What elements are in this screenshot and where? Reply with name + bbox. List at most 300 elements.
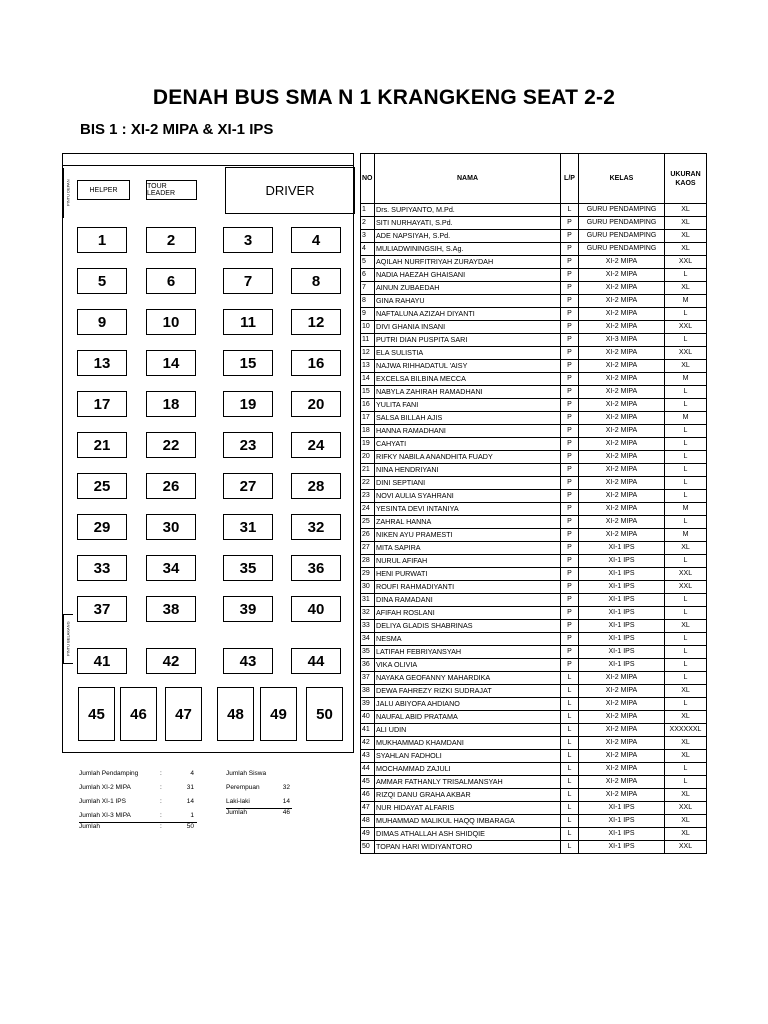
cell-ukuran: XL xyxy=(665,620,707,633)
cell-lp: L xyxy=(561,685,579,698)
cell-lp: P xyxy=(561,425,579,438)
seat-49: 49 xyxy=(260,687,297,741)
cell-nama: AQILAH NURFITRIYAH ZURAYDAH xyxy=(375,256,561,269)
cell-no: 6 xyxy=(361,269,375,282)
cell-ukuran: XL xyxy=(665,685,707,698)
table-row xyxy=(361,828,707,841)
cell-lp: P xyxy=(561,607,579,620)
cell-ukuran: L xyxy=(665,386,707,399)
cell-no: 28 xyxy=(361,555,375,568)
cell-ukuran: M xyxy=(665,503,707,516)
cell-no: 43 xyxy=(361,750,375,763)
cell-nama: ALI UDIN xyxy=(375,724,561,737)
table-row xyxy=(361,230,707,243)
tour-leader-seat: TOUR LEADER xyxy=(146,180,197,200)
cell-ukuran: M xyxy=(665,373,707,386)
table-row xyxy=(361,815,707,828)
seat-18: 18 xyxy=(146,391,196,417)
cell-no: 11 xyxy=(361,334,375,347)
cell-ukuran: M xyxy=(665,295,707,308)
seat-3: 3 xyxy=(223,227,273,253)
cell-no: 26 xyxy=(361,529,375,542)
summary-left-sep: : xyxy=(160,770,162,777)
cell-lp: P xyxy=(561,373,579,386)
cell-nama: CAHYATI xyxy=(375,438,561,451)
seat-46: 46 xyxy=(120,687,157,741)
cell-lp: P xyxy=(561,243,579,256)
cell-nama: EXCELSA BILBINA MECCA xyxy=(375,373,561,386)
table-row xyxy=(361,516,707,529)
cell-nama: NADIA HAEZAH GHAISANI xyxy=(375,269,561,282)
table-row xyxy=(361,243,707,256)
cell-kelas: XI-2 MIPA xyxy=(579,256,665,269)
cell-no: 18 xyxy=(361,425,375,438)
cell-no: 30 xyxy=(361,581,375,594)
cell-no: 40 xyxy=(361,711,375,724)
table-row xyxy=(361,685,707,698)
cell-nama: JALU ABIYOFA AHDIANO xyxy=(375,698,561,711)
seat-26: 26 xyxy=(146,473,196,499)
cell-nama: MUHAMMAD MALIKUL HAQQ IMBARAGA xyxy=(375,815,561,828)
cell-lp: P xyxy=(561,321,579,334)
seat-5: 5 xyxy=(77,268,127,294)
cell-no: 49 xyxy=(361,828,375,841)
cell-lp: L xyxy=(561,776,579,789)
seat-23: 23 xyxy=(223,432,273,458)
cell-nama: AMMAR FATHANLY TRISALMANSYAH xyxy=(375,776,561,789)
seat-43: 43 xyxy=(223,648,273,674)
summary-right-label: Perempuan xyxy=(226,784,260,791)
cell-ukuran: L xyxy=(665,451,707,464)
cell-ukuran: L xyxy=(665,477,707,490)
seat-27: 27 xyxy=(223,473,273,499)
cell-kelas: XI-2 MIPA xyxy=(579,425,665,438)
cell-lp: P xyxy=(561,464,579,477)
summary-left-value: 31 xyxy=(186,784,194,791)
cell-lp: P xyxy=(561,282,579,295)
summary-left-label: Jumlah XI-1 IPS xyxy=(79,798,126,805)
seat-38: 38 xyxy=(146,596,196,622)
cell-kelas: XI-2 MIPA xyxy=(579,347,665,360)
table-row xyxy=(361,594,707,607)
cell-lp: L xyxy=(561,841,579,854)
cell-nama: LATIFAH FEBRIYANSYAH xyxy=(375,646,561,659)
cell-no: 25 xyxy=(361,516,375,529)
cell-ukuran: L xyxy=(665,555,707,568)
summary-left-label: Jumlah XI-3 MIPA xyxy=(79,812,131,819)
cell-no: 41 xyxy=(361,724,375,737)
cell-ukuran: L xyxy=(665,490,707,503)
table-row xyxy=(361,620,707,633)
cell-ukuran: L xyxy=(665,607,707,620)
table-row xyxy=(361,321,707,334)
cell-ukuran: XL xyxy=(665,815,707,828)
cell-ukuran: L xyxy=(665,646,707,659)
seat-21: 21 xyxy=(77,432,127,458)
summary-left-label: Jumlah Pendamping xyxy=(79,770,139,777)
cell-nama: AFIFAH ROSLANI xyxy=(375,607,561,620)
cell-lp: L xyxy=(561,204,579,217)
cell-ukuran: M xyxy=(665,412,707,425)
seat-41: 41 xyxy=(77,648,127,674)
table-row xyxy=(361,763,707,776)
cell-kelas: XI-2 MIPA xyxy=(579,269,665,282)
cell-nama: RIFKY NABILA ANANDHITA FUADY xyxy=(375,451,561,464)
table-row xyxy=(361,607,707,620)
seat-37: 37 xyxy=(77,596,127,622)
cell-no: 36 xyxy=(361,659,375,672)
summary-right-label: Jumlah Siswa xyxy=(226,770,267,777)
seat-13: 13 xyxy=(77,350,127,376)
cell-ukuran: L xyxy=(665,464,707,477)
cell-nama: HENI PURWATI xyxy=(375,568,561,581)
cell-ukuran: L xyxy=(665,516,707,529)
seat-6: 6 xyxy=(146,268,196,294)
cell-lp: P xyxy=(561,230,579,243)
seat-12: 12 xyxy=(291,309,341,335)
table-row xyxy=(361,451,707,464)
cell-no: 48 xyxy=(361,815,375,828)
cell-ukuran: L xyxy=(665,763,707,776)
header-lp: L/P xyxy=(561,154,579,204)
table-row xyxy=(361,256,707,269)
table-row xyxy=(361,477,707,490)
cell-kelas: XI-2 MIPA xyxy=(579,724,665,737)
cell-nama: DIMAS ATHALLAH ASH SHIDQIE xyxy=(375,828,561,841)
table-row xyxy=(361,542,707,555)
table-row xyxy=(361,698,707,711)
cell-lp: P xyxy=(561,503,579,516)
table-row xyxy=(361,646,707,659)
cell-kelas: XI-2 MIPA xyxy=(579,516,665,529)
cell-lp: L xyxy=(561,672,579,685)
cell-nama: PUTRI DIAN PUSPITA SARI xyxy=(375,334,561,347)
summary-left-label: Jumlah XI-2 MIPA xyxy=(79,784,131,791)
seat-15: 15 xyxy=(223,350,273,376)
cell-kelas: XI-1 IPS xyxy=(579,620,665,633)
summary-right-value: 32 xyxy=(282,784,290,791)
cell-no: 21 xyxy=(361,464,375,477)
cell-kelas: XI-2 MIPA xyxy=(579,672,665,685)
passenger-table xyxy=(360,153,707,854)
cell-no: 14 xyxy=(361,373,375,386)
cell-lp: P xyxy=(561,633,579,646)
summary-left-sep: : xyxy=(160,784,162,791)
cell-nama: DEWA FAHREZY RIZKI SUDRAJAT xyxy=(375,685,561,698)
table-row xyxy=(361,724,707,737)
cell-kelas: XI-2 MIPA xyxy=(579,321,665,334)
cell-no: 33 xyxy=(361,620,375,633)
cell-ukuran: XL xyxy=(665,217,707,230)
seat-25: 25 xyxy=(77,473,127,499)
cell-lp: P xyxy=(561,516,579,529)
cell-kelas: XI-1 IPS xyxy=(579,659,665,672)
summary-left-total-line xyxy=(79,822,197,823)
cell-kelas: XI-2 MIPA xyxy=(579,711,665,724)
cell-kelas: GURU PENDAMPING xyxy=(579,204,665,217)
cell-lp: P xyxy=(561,555,579,568)
cell-lp: P xyxy=(561,477,579,490)
cell-nama: ADE NAPSIYAH, S.Pd. xyxy=(375,230,561,243)
seat-33: 33 xyxy=(77,555,127,581)
bus-seat-map xyxy=(62,153,354,753)
cell-lp: L xyxy=(561,828,579,841)
cell-nama: MULIADWININGSIH, S.Ag. xyxy=(375,243,561,256)
table-header-row xyxy=(361,154,707,204)
cell-lp: P xyxy=(561,490,579,503)
cell-ukuran: XXL xyxy=(665,321,707,334)
cell-no: 34 xyxy=(361,633,375,646)
back-door: PINTU BELAKANG xyxy=(63,614,73,664)
cell-nama: DINA RAMADANI xyxy=(375,594,561,607)
seat-1: 1 xyxy=(77,227,127,253)
seat-42: 42 xyxy=(146,648,196,674)
cell-kelas: XI-2 MIPA xyxy=(579,503,665,516)
summary-right-value: 46 xyxy=(282,809,290,816)
cell-nama: NAYAKA GEOFANNY MAHARDIKA xyxy=(375,672,561,685)
cell-lp: P xyxy=(561,347,579,360)
summary-left-sep: : xyxy=(160,823,162,830)
cell-kelas: XI-2 MIPA xyxy=(579,438,665,451)
table-row xyxy=(361,802,707,815)
summary-left-value: 14 xyxy=(186,798,194,805)
seat-31: 31 xyxy=(223,514,273,540)
cell-nama: ZAHRAL HANNA xyxy=(375,516,561,529)
summary-right-total-line xyxy=(226,808,292,809)
cell-nama: HANNA RAMADHANI xyxy=(375,425,561,438)
cell-lp: P xyxy=(561,581,579,594)
cell-lp: P xyxy=(561,334,579,347)
header-nama: NAMA xyxy=(375,154,561,204)
cell-kelas: XI-2 MIPA xyxy=(579,386,665,399)
table-row xyxy=(361,334,707,347)
summary-left-sep: : xyxy=(160,812,162,819)
cell-no: 24 xyxy=(361,503,375,516)
cell-kelas: XI-1 IPS xyxy=(579,607,665,620)
cell-kelas: GURU PENDAMPING xyxy=(579,230,665,243)
cell-ukuran: L xyxy=(665,698,707,711)
table-row xyxy=(361,568,707,581)
cell-kelas: XI-2 MIPA xyxy=(579,685,665,698)
cell-kelas: XI-3 MIPA xyxy=(579,334,665,347)
cell-nama: NOVI AULIA SYAHRANI xyxy=(375,490,561,503)
cell-kelas: XI-2 MIPA xyxy=(579,282,665,295)
cell-ukuran: XXL xyxy=(665,802,707,815)
cell-kelas: XI-1 IPS xyxy=(579,633,665,646)
cell-lp: P xyxy=(561,529,579,542)
cell-ukuran: L xyxy=(665,672,707,685)
cell-kelas: XI-2 MIPA xyxy=(579,477,665,490)
cell-nama: YESINTA DEVI INTANIYA xyxy=(375,503,561,516)
cell-no: 8 xyxy=(361,295,375,308)
cell-ukuran: XL xyxy=(665,243,707,256)
cell-no: 42 xyxy=(361,737,375,750)
cell-kelas: XI-2 MIPA xyxy=(579,373,665,386)
cell-no: 13 xyxy=(361,360,375,373)
summary-left-value: 50 xyxy=(186,823,194,830)
table-row xyxy=(361,503,707,516)
cell-nama: MOCHAMMAD ZAJULI xyxy=(375,763,561,776)
cell-nama: NESMA xyxy=(375,633,561,646)
cell-ukuran: L xyxy=(665,399,707,412)
seat-30: 30 xyxy=(146,514,196,540)
seat-36: 36 xyxy=(291,555,341,581)
summary-left-value: 4 xyxy=(190,770,194,777)
cell-ukuran: XL xyxy=(665,828,707,841)
cell-nama: AINUN ZUBAEDAH xyxy=(375,282,561,295)
cell-no: 35 xyxy=(361,646,375,659)
cell-kelas: XI-2 MIPA xyxy=(579,529,665,542)
cell-ukuran: L xyxy=(665,334,707,347)
cell-ukuran: XL xyxy=(665,282,707,295)
cell-nama: NABYLA ZAHIRAH RAMADHANI xyxy=(375,386,561,399)
header-no: NO xyxy=(361,154,375,204)
cell-no: 5 xyxy=(361,256,375,269)
cell-ukuran: XXL xyxy=(665,841,707,854)
cell-no: 44 xyxy=(361,763,375,776)
cell-lp: P xyxy=(561,386,579,399)
table-row xyxy=(361,308,707,321)
cell-no: 38 xyxy=(361,685,375,698)
cell-lp: L xyxy=(561,724,579,737)
seat-28: 28 xyxy=(291,473,341,499)
cell-nama: TOPAN HARI WIDIYANTORO xyxy=(375,841,561,854)
seat-2: 2 xyxy=(146,227,196,253)
cell-no: 17 xyxy=(361,412,375,425)
summary-right-label: Jumlah xyxy=(226,809,247,816)
cell-no: 12 xyxy=(361,347,375,360)
cell-ukuran: XL xyxy=(665,711,707,724)
cell-lp: P xyxy=(561,438,579,451)
cell-no: 37 xyxy=(361,672,375,685)
cell-ukuran: XXL xyxy=(665,256,707,269)
cell-lp: L xyxy=(561,802,579,815)
table-row xyxy=(361,373,707,386)
cell-lp: P xyxy=(561,217,579,230)
cell-ukuran: XXL xyxy=(665,568,707,581)
table-row xyxy=(361,737,707,750)
cell-nama: SYAHLAN FADHOLI xyxy=(375,750,561,763)
seat-22: 22 xyxy=(146,432,196,458)
header-ukuran-kaos: UKURAN KAOS xyxy=(665,154,707,204)
seat-34: 34 xyxy=(146,555,196,581)
seat-32: 32 xyxy=(291,514,341,540)
seat-17: 17 xyxy=(77,391,127,417)
cell-no: 32 xyxy=(361,607,375,620)
cell-no: 23 xyxy=(361,490,375,503)
cell-nama: VIKA OLIVIA xyxy=(375,659,561,672)
cell-no: 50 xyxy=(361,841,375,854)
table-row xyxy=(361,438,707,451)
cell-ukuran: XL xyxy=(665,789,707,802)
cell-ukuran: L xyxy=(665,269,707,282)
table-row xyxy=(361,659,707,672)
cell-no: 7 xyxy=(361,282,375,295)
table-row xyxy=(361,789,707,802)
cell-no: 16 xyxy=(361,399,375,412)
seat-24: 24 xyxy=(291,432,341,458)
seat-9: 9 xyxy=(77,309,127,335)
cell-ukuran: XXL xyxy=(665,347,707,360)
cell-nama: MUKHAMMAD KHAMDANI xyxy=(375,737,561,750)
cell-nama: NUR HIDAYAT ALFARIS xyxy=(375,802,561,815)
table-row xyxy=(361,269,707,282)
cell-ukuran: L xyxy=(665,308,707,321)
cell-nama: NAUFAL ABID PRATAMA xyxy=(375,711,561,724)
cell-kelas: XI-2 MIPA xyxy=(579,360,665,373)
cell-kelas: XI-1 IPS xyxy=(579,555,665,568)
cell-lp: P xyxy=(561,620,579,633)
cell-nama: ELA SULISTIA xyxy=(375,347,561,360)
cell-nama: RIZQI DANU GRAHA AKBAR xyxy=(375,789,561,802)
cell-kelas: XI-2 MIPA xyxy=(579,295,665,308)
cell-nama: NAFTALUNA AZIZAH DIYANTI xyxy=(375,308,561,321)
cell-kelas: XI-2 MIPA xyxy=(579,490,665,503)
cell-lp: L xyxy=(561,698,579,711)
cell-kelas: XI-2 MIPA xyxy=(579,763,665,776)
cell-lp: L xyxy=(561,763,579,776)
cell-kelas: XI-2 MIPA xyxy=(579,412,665,425)
cell-ukuran: XL xyxy=(665,204,707,217)
table-row xyxy=(361,529,707,542)
cell-no: 46 xyxy=(361,789,375,802)
helper-seat: HELPER xyxy=(77,180,130,200)
cell-nama: GINA RAHAYU xyxy=(375,295,561,308)
table-row xyxy=(361,555,707,568)
cell-ukuran: XXL xyxy=(665,581,707,594)
cell-ukuran: L xyxy=(665,659,707,672)
cell-kelas: XI-1 IPS xyxy=(579,828,665,841)
front-door: PINTU DEPAN xyxy=(63,168,73,218)
cell-no: 22 xyxy=(361,477,375,490)
cell-no: 29 xyxy=(361,568,375,581)
cell-kelas: XI-2 MIPA xyxy=(579,750,665,763)
cell-ukuran: L xyxy=(665,438,707,451)
cell-kelas: XI-1 IPS xyxy=(579,841,665,854)
cell-nama: DELIYA GLADIS SHABRINAS xyxy=(375,620,561,633)
cell-lp: L xyxy=(561,789,579,802)
seat-20: 20 xyxy=(291,391,341,417)
seat-50: 50 xyxy=(306,687,343,741)
cell-kelas: XI-1 IPS xyxy=(579,594,665,607)
cell-nama: NAJWA RIHHADATUL 'AISY xyxy=(375,360,561,373)
cell-lp: P xyxy=(561,256,579,269)
cell-ukuran: XL xyxy=(665,737,707,750)
cell-lp: P xyxy=(561,269,579,282)
cell-kelas: XI-1 IPS xyxy=(579,581,665,594)
cell-no: 3 xyxy=(361,230,375,243)
cell-nama: NURUL AFIFAH xyxy=(375,555,561,568)
cell-lp: L xyxy=(561,815,579,828)
cell-ukuran: L xyxy=(665,776,707,789)
summary-left-value: 1 xyxy=(190,812,194,819)
table-row xyxy=(361,217,707,230)
seat-40: 40 xyxy=(291,596,341,622)
header-kelas: KELAS xyxy=(579,154,665,204)
seat-19: 19 xyxy=(223,391,273,417)
cell-kelas: XI-2 MIPA xyxy=(579,464,665,477)
cell-nama: NIKEN AYU PRAMESTI xyxy=(375,529,561,542)
page-title: DENAH BUS SMA N 1 KRANGKENG SEAT 2-2 xyxy=(152,86,616,109)
cell-lp: P xyxy=(561,594,579,607)
cell-kelas: XI-2 MIPA xyxy=(579,789,665,802)
seat-39: 39 xyxy=(223,596,273,622)
seat-16: 16 xyxy=(291,350,341,376)
cell-lp: P xyxy=(561,542,579,555)
cell-no: 31 xyxy=(361,594,375,607)
table-row xyxy=(361,490,707,503)
seat-44: 44 xyxy=(291,648,341,674)
